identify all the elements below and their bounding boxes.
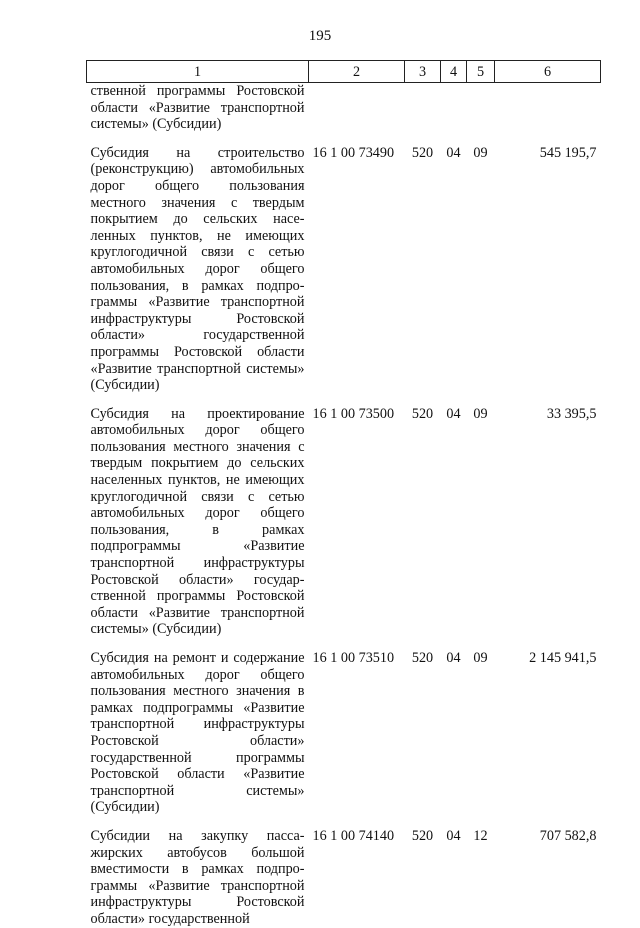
column-header: 6	[495, 61, 601, 83]
row-target-code: 16 1 00 73510	[312, 650, 395, 666]
row-description: Субсидии на закупку пассажирских автобусов большой вместимости в рамках подпрограммы «Развитие транспортной инфраструктуры Ростовской области» государственной	[90, 827, 305, 927]
table-row	[87, 638, 601, 816]
row-section: 04	[446, 827, 461, 844]
column-header: 4	[441, 61, 467, 83]
table-row	[87, 83, 601, 133]
column-header: 3	[405, 61, 441, 83]
row-expense-type	[405, 83, 441, 133]
row-subsection: 09	[473, 144, 488, 161]
row-expense-type: 520	[411, 405, 434, 422]
row-section: 04	[446, 405, 461, 422]
row-target-code: 16 1 00 74140	[312, 827, 395, 844]
column-header: 2	[309, 61, 405, 83]
table-row	[87, 816, 601, 928]
row-description: Субсидия на проектирование автомобильных дорог общего пользования местного значения с твердым покрытием до сельских населенных пунктов, не имеющих круглогодичной связи с сетью автомобильных дорог общего пользования, в рамках подпрограммы «Развитие транспортной инфраструктуры Ростовской области» государственной программы Ростовской области «Развитие транспортной системы» (Субсидии)	[90, 405, 305, 638]
row-expense-type: 520	[411, 144, 434, 161]
row-section: 04	[446, 650, 461, 666]
row-amount: 707 582,8	[539, 827, 597, 844]
row-amount: 2 145 941,5	[529, 650, 597, 666]
row-target-code: 16 1 00 73490	[312, 144, 395, 161]
column-header: 5	[467, 61, 495, 83]
row-expense-type: 520	[411, 827, 434, 844]
row-section	[441, 83, 467, 133]
table-row	[87, 394, 601, 638]
column-header: 1	[87, 61, 309, 83]
row-description: ственной программы Ростовской области «Развитие транспортной системы» (Субсидии)	[90, 83, 305, 133]
budget-table	[86, 60, 601, 928]
row-target-code: 16 1 00 73500	[312, 405, 395, 422]
row-subsection: 12	[473, 827, 488, 844]
row-target-code	[309, 83, 405, 133]
table-row	[87, 133, 601, 394]
row-section: 04	[446, 144, 461, 161]
page-number: 195	[308, 28, 332, 44]
row-subsection	[467, 83, 495, 133]
row-expense-type: 520	[411, 650, 434, 666]
row-amount	[495, 83, 601, 133]
row-amount: 545 195,7	[539, 144, 597, 161]
row-subsection: 09	[473, 405, 488, 422]
row-subsection: 09	[473, 650, 488, 666]
row-description: Субсидия на ремонт и содержание автомобильных дорог общего пользования местного значения в рамках подпрограммы «Развитие транспортной инфраструктуры Ростовской области» государственной программы Ростовской области «Развитие транспортной системы» (Субсидии)	[90, 650, 305, 816]
row-description: Субсидия на строительство (реконструкцию) автомобильных дорог общего пользования местного значения с твердым покрытием до сельских населенных пунктов, не имеющих круглогодичной связи с сетью автомобильных дорог общего пользования, в рамках подпрограммы «Развитие транспортной инфраструктуры Ростовской области» государственной программы Ростовской области «Развитие транспортной системы» (Субсидии)	[90, 144, 305, 394]
column-number-header-row	[87, 61, 601, 83]
row-amount: 33 395,5	[546, 405, 597, 422]
